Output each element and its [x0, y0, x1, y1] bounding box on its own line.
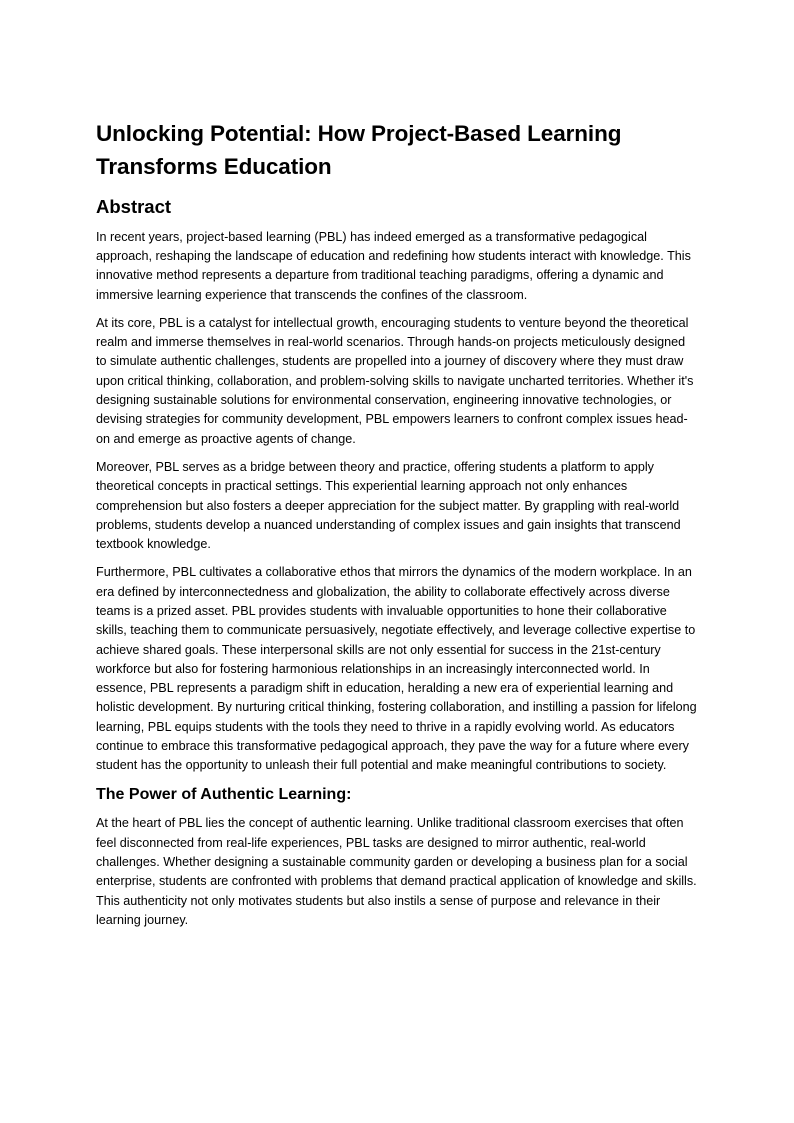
paragraph: Moreover, PBL serves as a bridge between theory and practice, offering students a platform to apply theoretical concepts in practical settings. This experiential learning approach not only enhances comprehension but also fosters a deeper appreciation for the subject matter. By grappling with real-world problems, students develop a nuanced understanding of complex issues and gain insights that transcend textbook knowledge.: [96, 459, 681, 552]
abstract-section: [96, 195, 699, 776]
section-heading-authentic-learning: The Power of Authentic Learning:: [96, 785, 352, 803]
authentic-learning-section: [96, 785, 699, 931]
section-heading-abstract: Abstract: [96, 195, 172, 217]
document-page: [96, 117, 699, 939]
document-title: Unlocking Potential: How Project-Based Learning Transforms Education: [96, 121, 622, 180]
paragraph: At the heart of PBL lies the concept of authentic learning. Unlike traditional classroom exercises that often feel disconnected from real-life experiences, PBL tasks are designed to mirror authentic, real-world challenges. Whether designing a sustainable community garden or developing a business plan for a social enterprise, students are confronted with problems that demand practical application of knowledge and skills. This authenticity not only motivates students but also instils a sense of purpose and relevance in their learning journey.: [96, 816, 697, 927]
paragraph: At its core, PBL is a catalyst for intellectual growth, encouraging students to venture beyond the theoretical realm and immerse themselves in real-world scenarios. Through hands-on projects meticulously designed to simulate authentic challenges, students are propelled into a journey of discovery where they must draw upon critical thinking, collaboration, and problem-solving skills to navigate uncharted territories. Whether it's designing sustainable solutions for environmental conservation, engineering innovative technologies, or devising strategies for community development, PBL empowers learners to confront complex issues head-on and emerge as proactive agents of change.: [96, 315, 694, 446]
paragraph: In recent years, project-based learning (PBL) has indeed emerged as a transformative pedagogical approach, reshaping the landscape of education and redefining how students interact with knowledge. This innovative method represents a departure from traditional teaching paradigms, offering a dynamic and immersive learning experience that transcends the confines of the classroom.: [96, 229, 691, 302]
paragraph: Furthermore, PBL cultivates a collaborative ethos that mirrors the dynamics of the modern workplace. In an era defined by interconnectedness and globalization, the ability to collaborate effectively across diverse teams is a prized asset. PBL provides students with invaluable opportunities to hone their collaborative skills, teaching them to communicate persuasively, negotiate effectively, and leverage collective expertise to achieve shared goals. These interpersonal skills are not only essential for success in the 21st-century workforce but also for fostering harmonious relationships in an increasingly interconnected world. In essence, PBL represents a paradigm shift in education, heralding a new era of experiential learning and holistic development. By nurturing critical thinking, fostering collaboration, and instilling a passion for lifelong learning, PBL equips students with the tools they need to thrive in a rapidly evolving world. As educators continue to embrace this transformative pedagogical approach, they pave the way for a future where every student has the opportunity to unleash their full potential and make meaningful contributions to society.: [96, 565, 697, 773]
